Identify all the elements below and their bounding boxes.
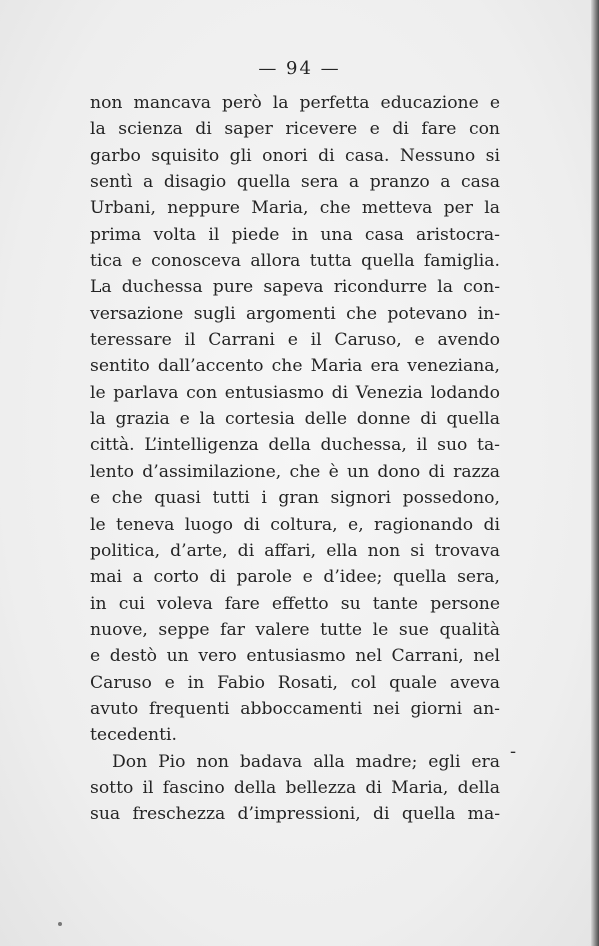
text-line: città. L’intelligenza della duchessa, il suo ta- [90,435,500,456]
text-line: sentito dall’accento che Maria era veneziana, [90,356,500,377]
page-binding-edge [591,0,599,946]
text-line: e destò un vero entusiasmo nel Carrani, nel [90,646,500,667]
text-line: la scienza di saper ricevere e di fare con [90,119,500,140]
text-line: la grazia e la cortesia delle donne di quella [90,409,500,430]
text-line: garbo squisito gli onori di casa. Nessuno si [90,145,500,166]
text-line: politica, d’arte, di affari, ella non si trovava [90,540,500,561]
text-line: teressare il Carrani e il Caruso, e avendo [90,330,500,351]
text-line: le parlava con entusiasmo di Venezia lodando [90,382,500,403]
text-line: tecedenti. [90,725,177,746]
text-line: non mancava però la perfetta educazione e [90,93,500,113]
text-line: La duchessa pure sapeva ricondurre la con- [90,277,500,298]
margin-mark: - [510,741,517,762]
text-line: Urbani, neppure Maria, che metteva per la [90,198,500,219]
text-line: le teneva luogo di coltura, e, ragionando di [90,514,500,535]
text-line: prima volta il piede in una casa aristocra- [90,224,500,245]
text-line: e che quasi tutti i gran signori possedono, [90,488,500,509]
body-text [90,90,500,828]
text-line: Don Pio non badava alla madre; egli era [112,751,500,772]
page-number: — 94 — [258,58,341,79]
text-line: in cui voleva fare effetto su tante persone [90,593,500,614]
text-line: sua freschezza d’impressioni, di quella ma- [90,804,500,825]
text-line: mai a corto di parole e d’idee; quella sera, [90,567,500,588]
text-line: tica e conosceva allora tutta quella famiglia. [90,251,500,272]
text-line: versazione sugli argomenti che potevano in- [90,303,500,324]
text-line: avuto frequenti abboccamenti nei giorni an- [90,698,500,719]
text-line: sentì a disagio quella sera a pranzo a casa [90,172,500,193]
paper-speck [58,922,62,926]
text-line: sotto il fascino della bellezza di Maria, della [90,777,500,798]
text-line: lento d’assimilazione, che è un dono di razza [90,461,500,482]
text-line: nuove, seppe far valere tutte le sue qualità [90,619,500,640]
text-line: Caruso e in Fabio Rosati, col quale aveva [90,672,500,693]
